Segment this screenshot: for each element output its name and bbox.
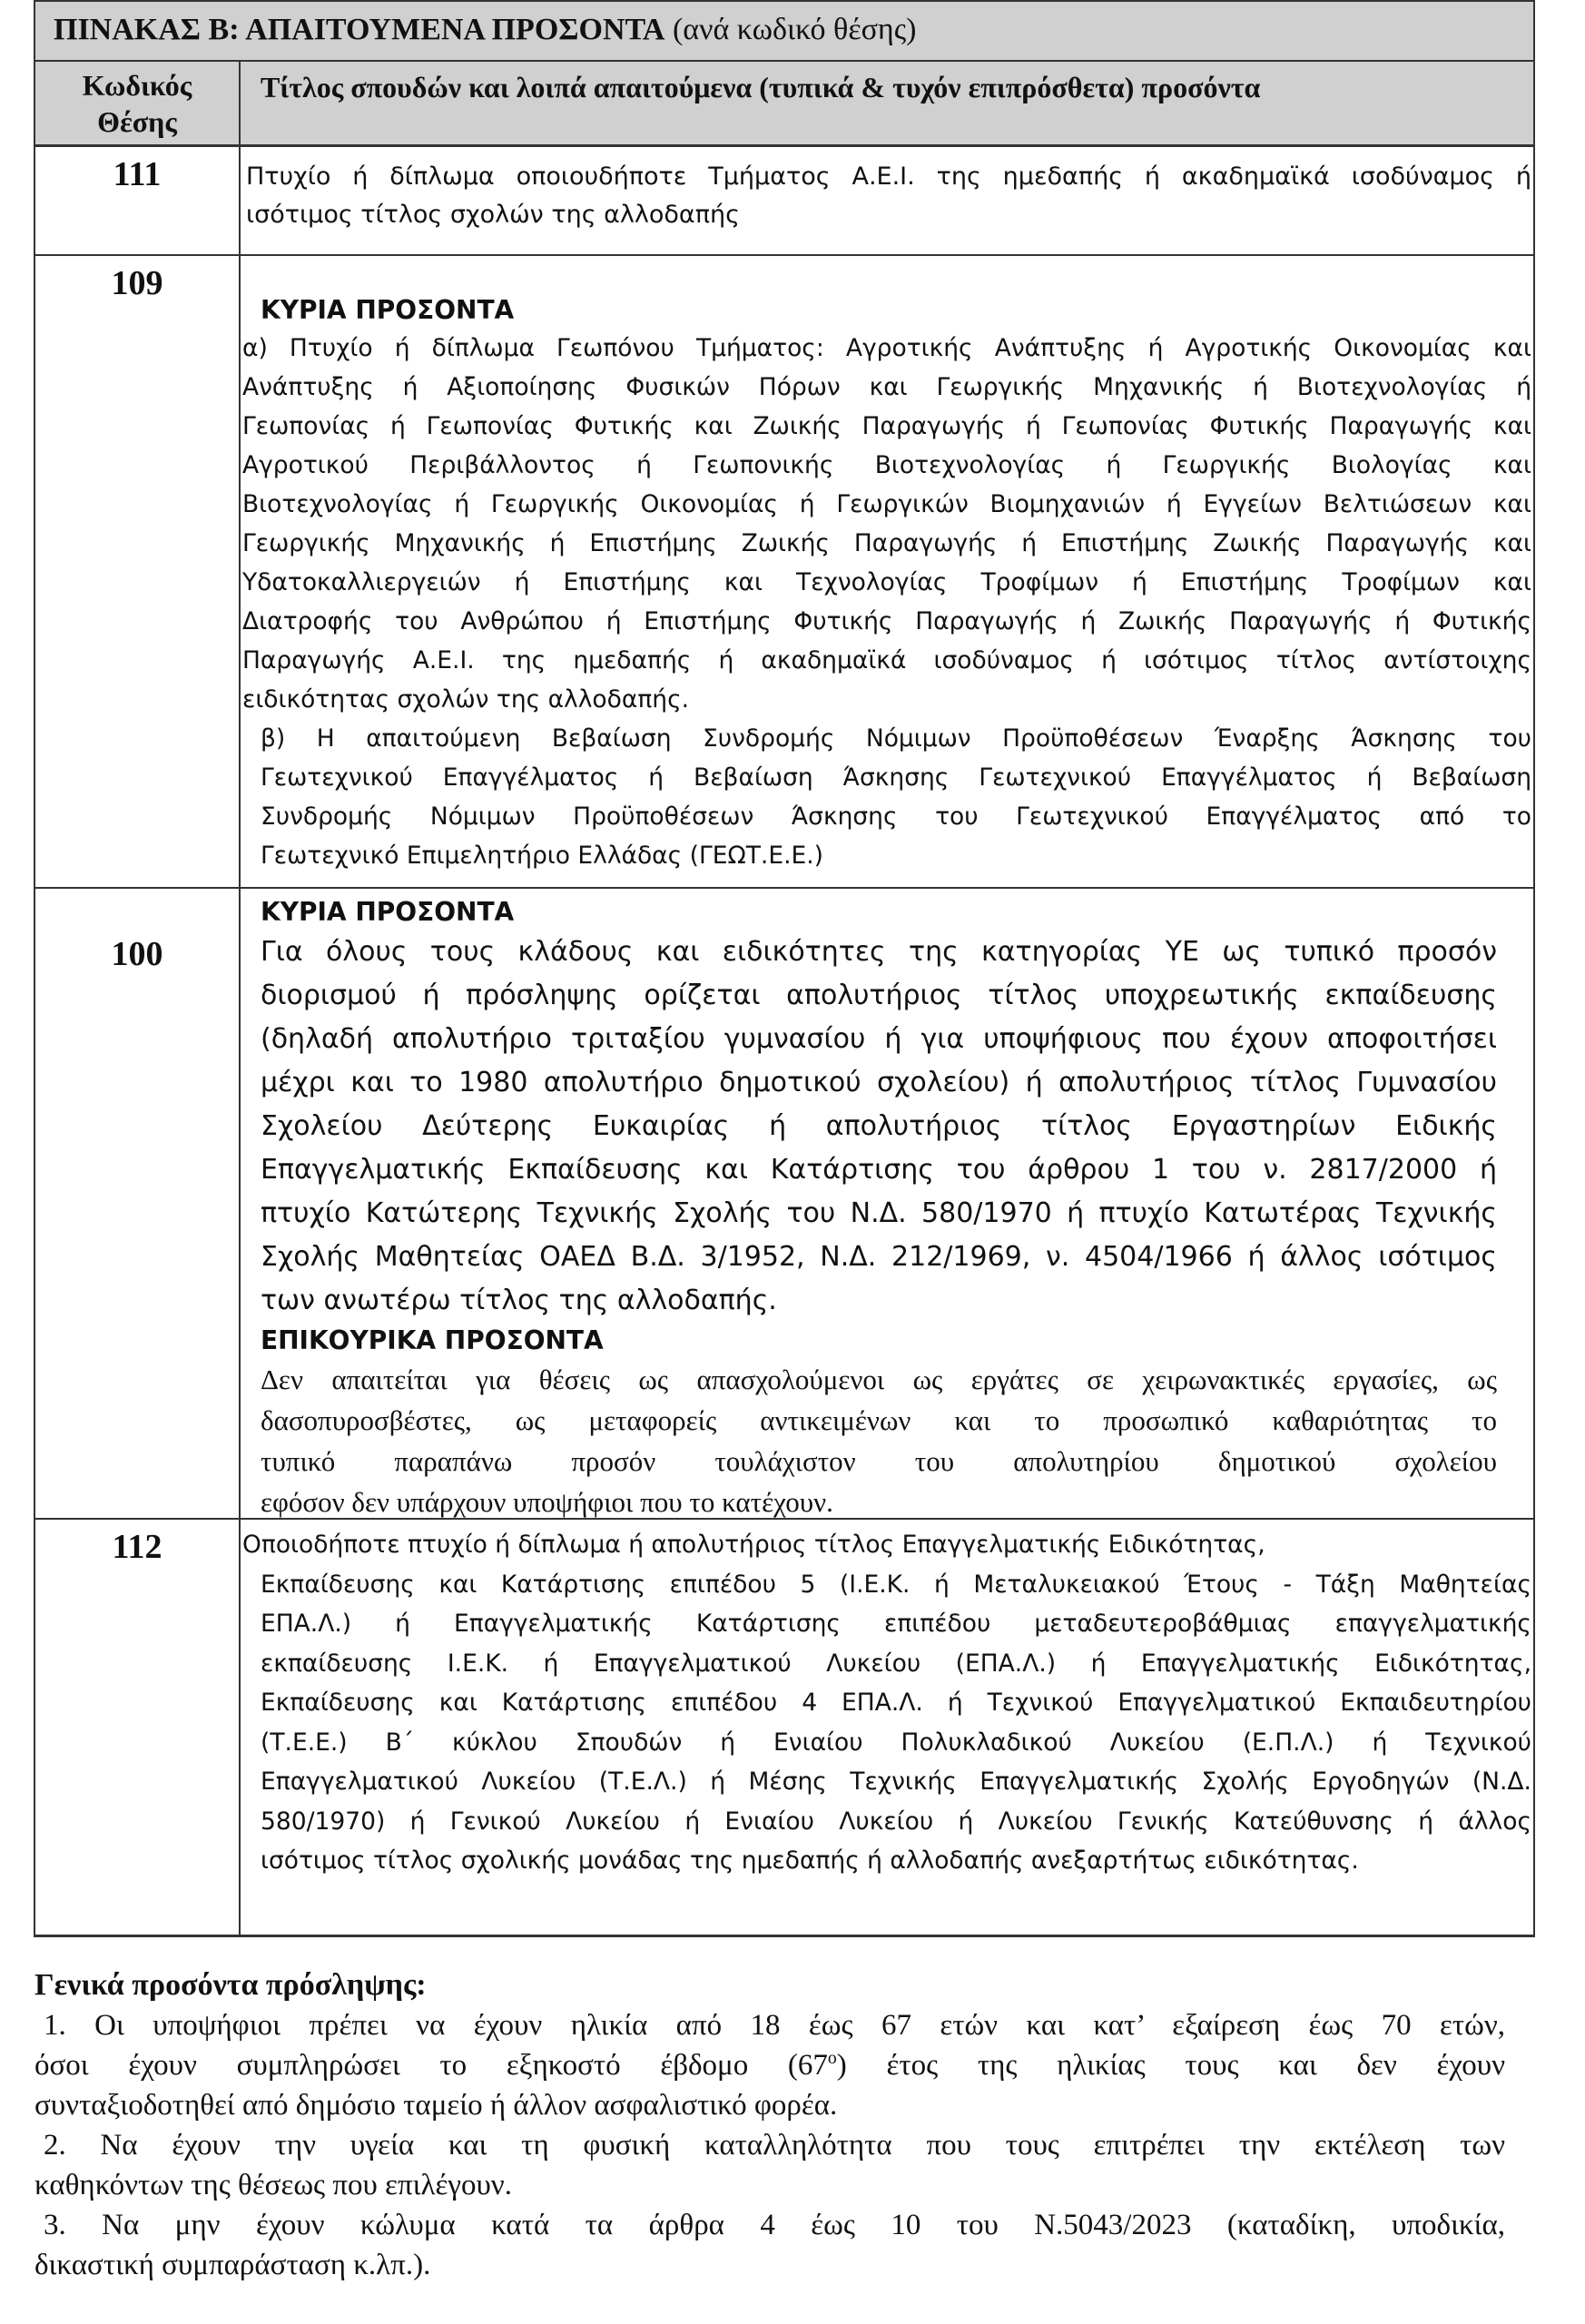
text-line: 2. Να έχουν την υγεία και τη φυσική καταλληλότητα που τους επιτρέπει την εκτέλεση των: [44, 2129, 1505, 2162]
text-line: διορισμού ή πρόσληψης ορίζεται απολυτήριος τίτλος υποχρεωτικής εκπαίδευσης: [261, 980, 1497, 1011]
main-qualifications-heading: ΚΥΡΙΑ ΠΡΟΣΟΝΤΑ: [261, 295, 515, 325]
column-header-description: Τίτλος σπουδών και λοιπά απαιτούμενα (τυπικά & τυχόν επιπρόσθετα) προσόντα: [261, 71, 1261, 103]
position-code: 111: [35, 147, 241, 254]
text-line: συνταξιοδοτηθεί από δημόσιο ταμείο ή άλλον ασφαλιστικό φορέα.: [34, 2089, 838, 2122]
text-line: Γεωργικής Μηχανικής ή Επιστήμης Ζωικής Παραγωγής ή Επιστήμης Ζωικής Παραγωγής και: [242, 529, 1531, 557]
text-line: καθηκόντων της θέσεως που επιλέγουν.: [34, 2169, 512, 2201]
text-line: εκπαίδευσης Ι.Ε.Κ. ή Επαγγελματικού Λυκείου (ΕΠΑ.Λ.) ή Επαγγελματικής Ειδικότητας,: [261, 1649, 1531, 1678]
main-qualifications-text: [261, 931, 1497, 1323]
text-line: 1. Οι υποψήφιοι πρέπει να έχουν ηλικία από 18 έως 67 ετών και κατ’ εξαίρεση έως 70 ετών,: [44, 2009, 1505, 2042]
text-line: 580/1970) ή Γενικού Λυκείου ή Ενιαίου Λυκείου ή Λυκείου Γενικής Κατεύθυνσης ή άλλος: [261, 1807, 1531, 1836]
text-line: Βιοτεχνολογίας ή Γεωργικής Οικονομίας ή Γεωργικών Βιομηχανιών ή Εγγείων Βελτιώσεων και: [242, 490, 1531, 518]
text-line: [34, 2045, 1505, 2085]
qualification-beta: [242, 719, 1531, 875]
text-line: Υδατοκαλλιεργειών ή Επιστήμης και Τεχνολογίας Τροφίμων ή Επιστήμης Τροφίμων και: [242, 568, 1531, 596]
requirements-cell: [241, 1520, 1533, 1935]
general-item-3: [34, 2205, 1505, 2285]
table-header-row: [35, 62, 1533, 147]
text-line: Εκπαίδευσης και Κατάρτισης επιπέδου 4 ΕΠΑ.Λ. ή Τεχνικού Επαγγελματικού Εκπαιδευτηρίου: [261, 1689, 1531, 1717]
table-title-row: [35, 0, 1533, 62]
text-line: Σχολής Μαθητείας ΟΑΕΔ Β.Δ. 3/1952, Ν.Δ. 212/1969, ν. 4504/1966 ή άλλος ισότιμος: [261, 1241, 1497, 1273]
text-line: δασοπυροσβέστες, ως μεταφορείς αντικειμένων και το προσωπικό καθαριότητας το: [261, 1404, 1497, 1436]
text-line: β) Η απαιτούμενη Βεβαίωση Συνδρομής Νόμιμων Προϋποθέσεων Έναρξης Άσκησης του: [261, 724, 1531, 753]
auxiliary-qualifications-heading: ΕΠΙΚΟΥΡΙΚΑ ΠΡΟΣΟΝΤΑ: [261, 1325, 604, 1355]
requirements-cell: [241, 889, 1533, 1518]
requirements-table: [34, 0, 1535, 1937]
requirements-continuation: [242, 1565, 1531, 1881]
text-line: (Τ.Ε.Ε.) Β΄ κύκλου Σπουδών ή Ενιαίου Πολυκλαδικού Λυκείου (Ε.Π.Λ.) ή Τεχνικού: [261, 1728, 1531, 1757]
text-line: Δεν απαιτείται για θέσεις ως απασχολούμενοι ως εργάτες σε χειρωνακτικές εργασίες, ως: [261, 1364, 1497, 1395]
text-line: Επαγγελματικής Εκπαίδευσης και Κατάρτισης του άρθρου 1 του ν. 2817/2000 ή: [261, 1154, 1497, 1186]
text-line: Γεωτεχνικό Επιμελητήριο Ελλάδας (ΓΕΩΤ.Ε.Ε.): [261, 842, 824, 870]
text-fragment: ) έτος της ηλικίας τους και δεν έχουν: [836, 2049, 1505, 2082]
general-qualifications-section: [34, 1965, 1505, 2285]
main-qualifications-heading: ΚΥΡΙΑ ΠΡΟΣΟΝΤΑ: [261, 897, 515, 927]
text-line: μέχρι και το 1980 απολυτήριο δημοτικού σχολείου) ή απολυτήριος τίτλος Γυμνασίου: [261, 1067, 1497, 1098]
auxiliary-qualifications-text: [261, 1359, 1497, 1522]
table-title: [54, 13, 916, 47]
text-line: των ανωτέρω τίτλος της αλλοδαπής.: [261, 1285, 777, 1316]
text-line: ΕΠΑ.Λ.) ή Επαγγελματικής Κατάρτισης επιπέδου μεταδευτεροβάθμιας επαγγελματικής: [261, 1610, 1531, 1638]
text-line: Επαγγελματικού Λυκείου (Τ.Ε.Λ.) ή Μέσης Τεχνικής Επαγγελματικής Σχολής Εργοδηγών (Ν.Δ.: [261, 1768, 1531, 1796]
text-line: Γεωτεχνικού Επαγγέλματος ή Βεβαίωση Άσκησης Γεωτεχνικού Επαγγέλματος ή Βεβαίωση: [261, 763, 1531, 792]
requirements-cell: [241, 256, 1533, 887]
general-item-2: [34, 2125, 1505, 2205]
text-line: Συνδρομής Νόμιμων Προϋποθέσεων Άσκησης του Γεωτεχνικού Επαγγέλματος από το: [261, 803, 1531, 831]
text-line: εφόσον δεν υπάρχουν υποψήφιοι που το κατέχουν.: [261, 1486, 833, 1518]
requirements-text: [246, 158, 1531, 234]
table-row-109: [35, 256, 1533, 889]
ordinal-superscript: ο: [827, 2048, 837, 2068]
text-line: ισότιμος τίτλος σχολικής μονάδας της ημεδαπής ή αλλοδαπής ανεξαρτήτως ειδικότητας.: [261, 1846, 1359, 1875]
text-line: πτυχίο Κατώτερης Τεχνικής Σχολής του Ν.Δ. 580/1970 ή πτυχίο Κατωτέρας Τεχνικής: [261, 1197, 1497, 1229]
text-line: 3. Να μην έχουν κώλυμα κατά τα άρθρα 4 έως 10 του Ν.5043/2023 (καταδίκη, υποδικία,: [44, 2209, 1505, 2241]
text-line: Σχολείου Δεύτερης Ευκαιρίας ή απολυτήριος τίτλος Εργαστηρίων Ειδικής: [261, 1110, 1497, 1142]
text-line: Διατροφής του Ανθρώπου ή Επιστήμης Φυτικής Παραγωγής ή Ζωικής Παραγωγής ή Φυτικής: [242, 607, 1531, 635]
requirements-cell: [241, 147, 1533, 254]
position-code: 112: [35, 1520, 241, 1935]
table-row-111: [35, 147, 1533, 256]
column-header-code: [35, 62, 241, 144]
text-line: Αγροτικού Περιβάλλοντος ή Γεωπονικής Βιοτεχνολογίας ή Γεωργικής Βιολογίας και: [242, 451, 1531, 479]
text-line: ειδικότητας σχολών της αλλοδαπής.: [242, 685, 690, 714]
text-line: Παραγωγής Α.Ε.Ι. της ημεδαπής ή ακαδημαϊκά ισοδύναμος ή ισότιμος τίτλος αντίστοιχης: [242, 646, 1531, 675]
text-line: δικαστική συμπαράσταση κ.λπ.).: [34, 2249, 431, 2281]
text-line: Για όλους τους κλάδους και ειδικότητες της κατηγορίας ΥΕ ως τυπικό προσόν: [261, 936, 1497, 968]
requirements-text: [242, 292, 1531, 875]
position-code: 100: [35, 889, 241, 1518]
table-row-100: [35, 889, 1533, 1520]
qualification-alpha: [242, 329, 1531, 719]
table-row-112: [35, 1520, 1533, 1937]
text-line: (δηλαδή απολυτήριο τριταξίου γυμνασίου ή για υποψήφιους που έχουν αποφοιτήσει: [261, 1023, 1497, 1055]
table-title-subtitle: (ανά κωδικό θέσης): [665, 13, 917, 46]
text-fragment: όσοι έχουν συμπληρώσει το εξηκοστό έβδομο (67: [34, 2049, 828, 2082]
text-line: Ανάπτυξης ή Αξιοποίησης Φυσικών Πόρων και Γεωργικής Μηχανικής ή Βιοτεχνολογίας ή: [242, 373, 1531, 401]
requirements-text: [242, 1525, 1531, 1881]
text-line: Γεωπονίας ή Γεωπονίας Φυτικής και Ζωικής Παραγωγής ή Γεωπονίας Φυτικής Παραγωγής και: [242, 412, 1531, 440]
text-line: Οποιοδήποτε πτυχίο ή δίπλωμα ή απολυτήριος τίτλος Επαγγελματικής Ειδικότητας,: [242, 1531, 1265, 1559]
general-qualifications-heading: Γενικά προσόντα πρόσληψης:: [34, 1968, 427, 2002]
text-line: τυπικό παραπάνω προσόν τουλάχιστον του απολυτηρίου δημοτικού σχολείου: [261, 1445, 1497, 1477]
text-line: Πτυχίο ή δίπλωμα οποιουδήποτε Τμήματος Α.Ε.Ι. της ημεδαπής ή ακαδημαϊκά ισοδύναμος ή: [246, 162, 1531, 191]
position-code: 109: [35, 256, 241, 887]
requirements-text: [261, 894, 1497, 1522]
text-line: α) Πτυχίο ή δίπλωμα Γεωπόνου Τμήματος: Αγροτικής Ανάπτυξης ή Αγροτικής Οικονομίας και: [242, 334, 1531, 362]
text-line: Εκπαίδευσης και Κατάρτισης επιπέδου 5 (Ι.Ε.Κ. ή Μεταλυκειακού Έτους - Τάξη Μαθητείας: [261, 1570, 1531, 1599]
text-line: ισότιμος τίτλος σχολών της αλλοδαπής: [246, 201, 740, 229]
table-title-bold: ΠΙΝΑΚΑΣ Β: ΑΠΑΙΤΟΥΜΕΝΑ ΠΡΟΣΟΝΤΑ: [54, 13, 665, 46]
general-item-1: [34, 2005, 1505, 2125]
column-header-code-line2: Θέσης: [97, 105, 177, 138]
column-header-code-line1: Κωδικός: [82, 69, 192, 102]
